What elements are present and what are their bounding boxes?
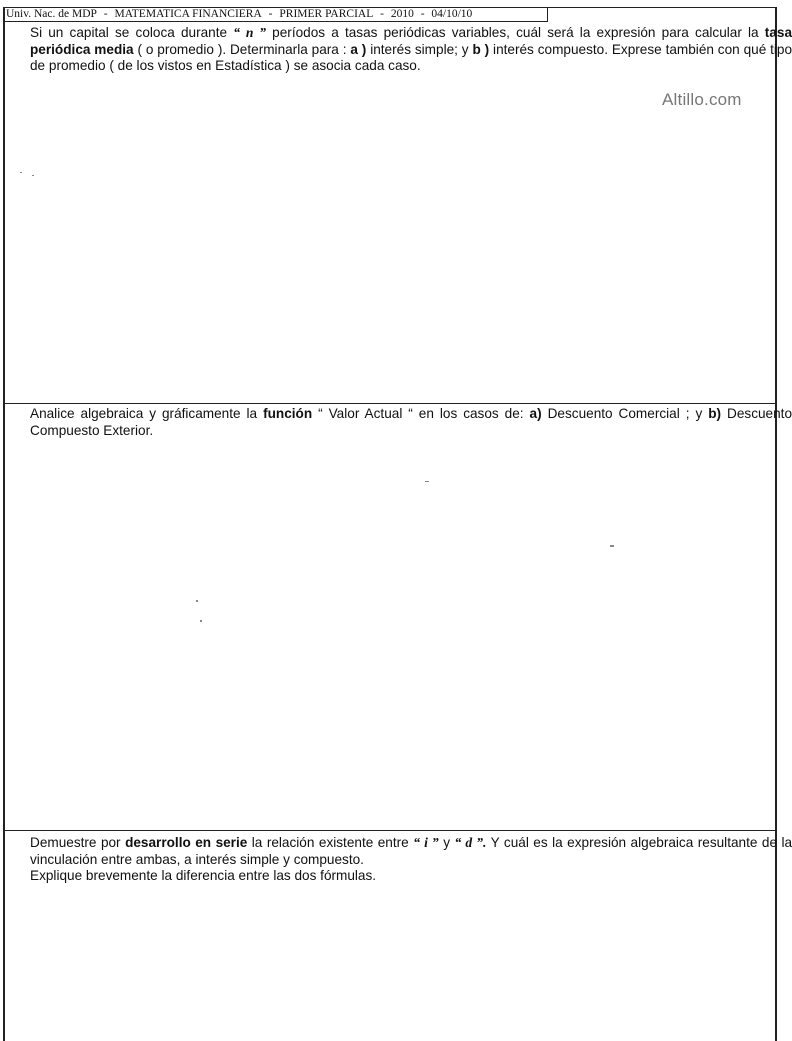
question-number xyxy=(8,25,30,42)
question-text: “ Valor Actual “ en los casos de: xyxy=(318,406,524,421)
question-6 xyxy=(8,25,792,75)
question-text: interés simple; y xyxy=(370,41,469,57)
header-date: 04/10/10 xyxy=(431,8,473,20)
header-separator: - xyxy=(420,8,425,20)
question-text: Y cuál es la expresión algebraica resultante de la vinculación entre ambas, a interés simple y compuesto. xyxy=(30,835,792,867)
question-8 xyxy=(8,835,792,885)
variable-i: “ i ” xyxy=(413,835,439,850)
question-text: interés compuesto. Exprese también con qué tipo de promedio ( de los vistos en Estadística ) se asocia cada caso. xyxy=(30,41,792,73)
item-label-b: b) xyxy=(708,406,722,421)
question-number xyxy=(8,835,30,852)
header-exam: PRIMER PARCIAL xyxy=(279,8,374,20)
scan-speck xyxy=(200,620,202,622)
question-text: Si un capital se coloca durante xyxy=(30,25,228,40)
header-separator: - xyxy=(103,8,108,20)
question-text: Explique brevemente la diferencia entre las dos fórmulas. xyxy=(30,868,377,883)
question-text: ( o promedio ). Determinarla para : xyxy=(137,41,347,57)
question-text: Descuento Compuesto Exterior. xyxy=(30,406,792,438)
header-separator: - xyxy=(380,8,384,20)
exam-header xyxy=(3,7,548,22)
item-label-b: b ) xyxy=(472,41,490,57)
scan-speck xyxy=(20,172,22,173)
variable-n: “ n ” xyxy=(233,25,266,40)
exam-sheet xyxy=(3,7,777,1041)
question-text: Demuestre por xyxy=(30,835,121,850)
section-divider xyxy=(3,403,777,404)
item-label-a: a ) xyxy=(350,41,367,57)
scan-speck xyxy=(196,600,198,602)
question-7 xyxy=(8,406,792,439)
item-label-a: a) xyxy=(529,406,542,421)
scan-speck xyxy=(32,175,34,176)
question-text: períodos a tasas periódicas variables, cuál será la expresión para calcular la xyxy=(272,25,759,40)
header-year: 2010 xyxy=(390,8,414,20)
header-separator: - xyxy=(268,8,273,20)
header-subject: MATEMATICA FINANCIERA xyxy=(114,8,262,20)
question-text: y xyxy=(443,835,450,850)
scan-speck xyxy=(610,545,614,547)
question-text: Descuento Comercial ; y xyxy=(547,406,703,421)
header-university: Univ. Nac. de MDP xyxy=(6,8,97,20)
section-divider xyxy=(3,830,777,831)
watermark: Altillo.com xyxy=(662,90,742,109)
question-text: la relación existente entre xyxy=(251,835,409,850)
key-term: tasa periódica media xyxy=(30,25,792,57)
key-term: desarrollo en serie xyxy=(125,835,248,850)
key-term: función xyxy=(263,406,313,421)
question-number xyxy=(8,406,30,423)
variable-d: “ d ”. xyxy=(454,835,487,850)
scan-speck xyxy=(425,481,429,482)
question-text: Analice algebraica y gráficamente la xyxy=(30,406,258,421)
